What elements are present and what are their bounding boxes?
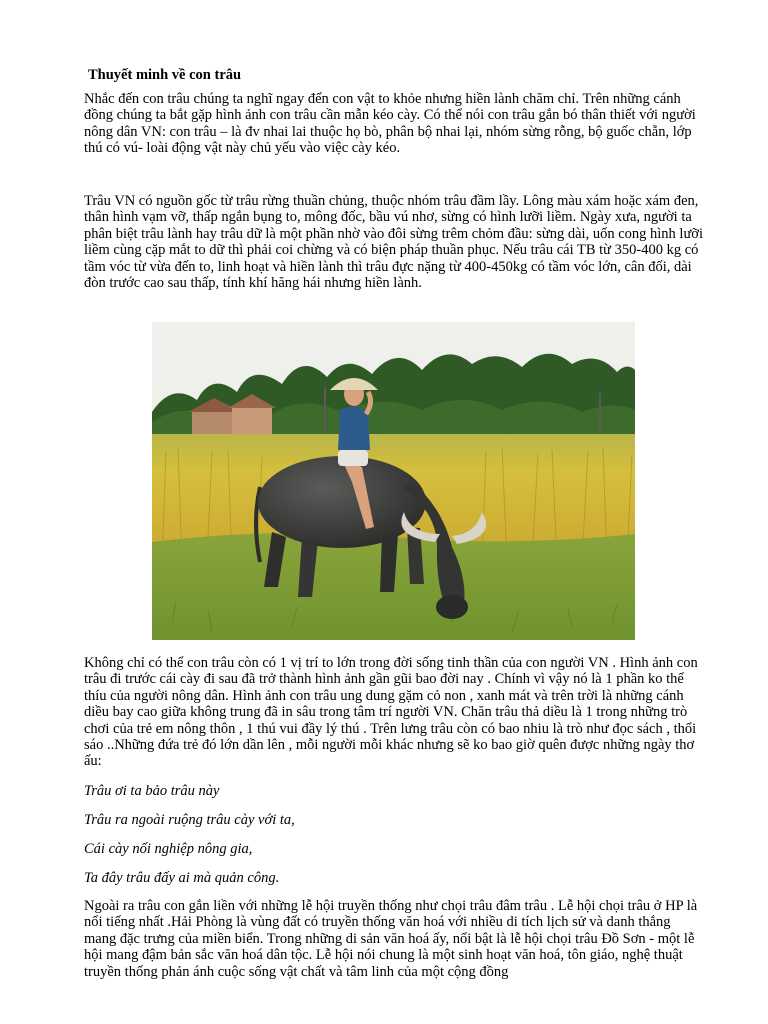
paragraph-festival: Ngoài ra trâu con gắn liền với những lễ hội truyền thống như chọi trâu đâm trâu . Lễ hội chọi trâu ở HP là nổi tiếng nhất .Hải Phòng là vùng đất có truyền thống văn hoá với nhiều di tích lịch sử và danh thắng mang đặc trưng của miền biển. Trong những di sản văn hoá ấy, nổi bật là lễ hội chọi trâu Đồ Sơn - một lễ hội mang đậm bản sắc văn hoá dân tộc. Lễ hội nói chung là một sinh hoạt văn hoá, tôn giáo, nghệ thuật truyền thống phản ánh cuộc sống vật chất và tâm linh của một cộng đồng — [84, 898, 698, 980]
poem-line: Trâu ra ngoài ruộng trâu cày với ta, — [84, 812, 295, 828]
poem-line: Trâu ơi ta bảo trâu này — [84, 783, 220, 799]
document-title: Thuyết minh về con trâu — [88, 67, 242, 83]
paragraph-spiritual: Không chỉ có thể con trâu còn có 1 vị trí to lớn trong đời sống tinh thần của con người VN . Hình ảnh con trâu đi trước cái cày đi sau đã trở thành hình ảnh gần gũi bao đời nay . Chính vì vậy nó là 1 phần ko thể thíu của người nông dân. Hình ảnh con trâu ung dung gặm cỏ non , xanh mát và trên trời là những cánh diều bay cao giữa không trung đã in sâu trong tâm trí người VN. Chăn trâu thả diều là 1 trong những trò chơi của trẻ em nông thôn , 1 thú vui đầy lý thú . Trên lưng trâu còn có bao nhiu là trò như đọc sách , thổi sáo ..Những đứa trẻ đó lớn dần lên , mỗi người mỗi khác nhưng sẽ ko bao giờ quên được những ngày thơ ấu: — [84, 655, 698, 770]
buffalo-photo — [152, 322, 635, 640]
poem-line: Cái cày nối nghiệp nông gia, — [84, 841, 253, 857]
paragraph-intro: Nhắc đến con trâu chúng ta nghĩ ngay đến con vật to khỏe nhưng hiền lành chăm chỉ. Trên những cánh đồng chúng ta bắt gặp hình ảnh con trâu cần mẫn kéo cày. Có thể nói con trâu gắn bó thân thiết với người nông dân VN: con trâu – là đv nhai lai thuộc họ bò, phân bộ nhai lại, nhóm sừng rỗng, bộ guốc chẵn, lớp thú có vú- loài động vật này chủ yếu vào việc cày kéo. — [84, 91, 696, 157]
paragraph-origin: Trâu VN có nguồn gốc từ trâu rừng thuần chủng, thuộc nhóm trâu đầm lầy. Lông màu xám hoặc xám đen, thân hình vạm vỡ, thấp ngắn bụng to, mông đốc, bầu vú nhơ, sừng có hình lưỡi liềm. Ngày xưa, người ta phân biệt trâu lành hay trâu dữ là một phần nhờ vào đôi sừng trêm chỏm đầu: sừng dài, uốn cong hình lưỡi liềm cùng cặp mắt to dữ thì phải coi chừng và có biện pháp thuần phục. Nếu trâu cái TB từ 350-400 kg có tầm vóc từ vừa đến to, linh hoạt và hiền lành thì trâu đực nặng từ 400-450kg có tầm vóc lớn, cân đối, dài đòn trước cao sau thấp, tính khí hăng hái nhưng hiền lành. — [84, 193, 704, 292]
poem-line: Ta đây trâu đấy ai mà quản công. — [84, 870, 280, 886]
